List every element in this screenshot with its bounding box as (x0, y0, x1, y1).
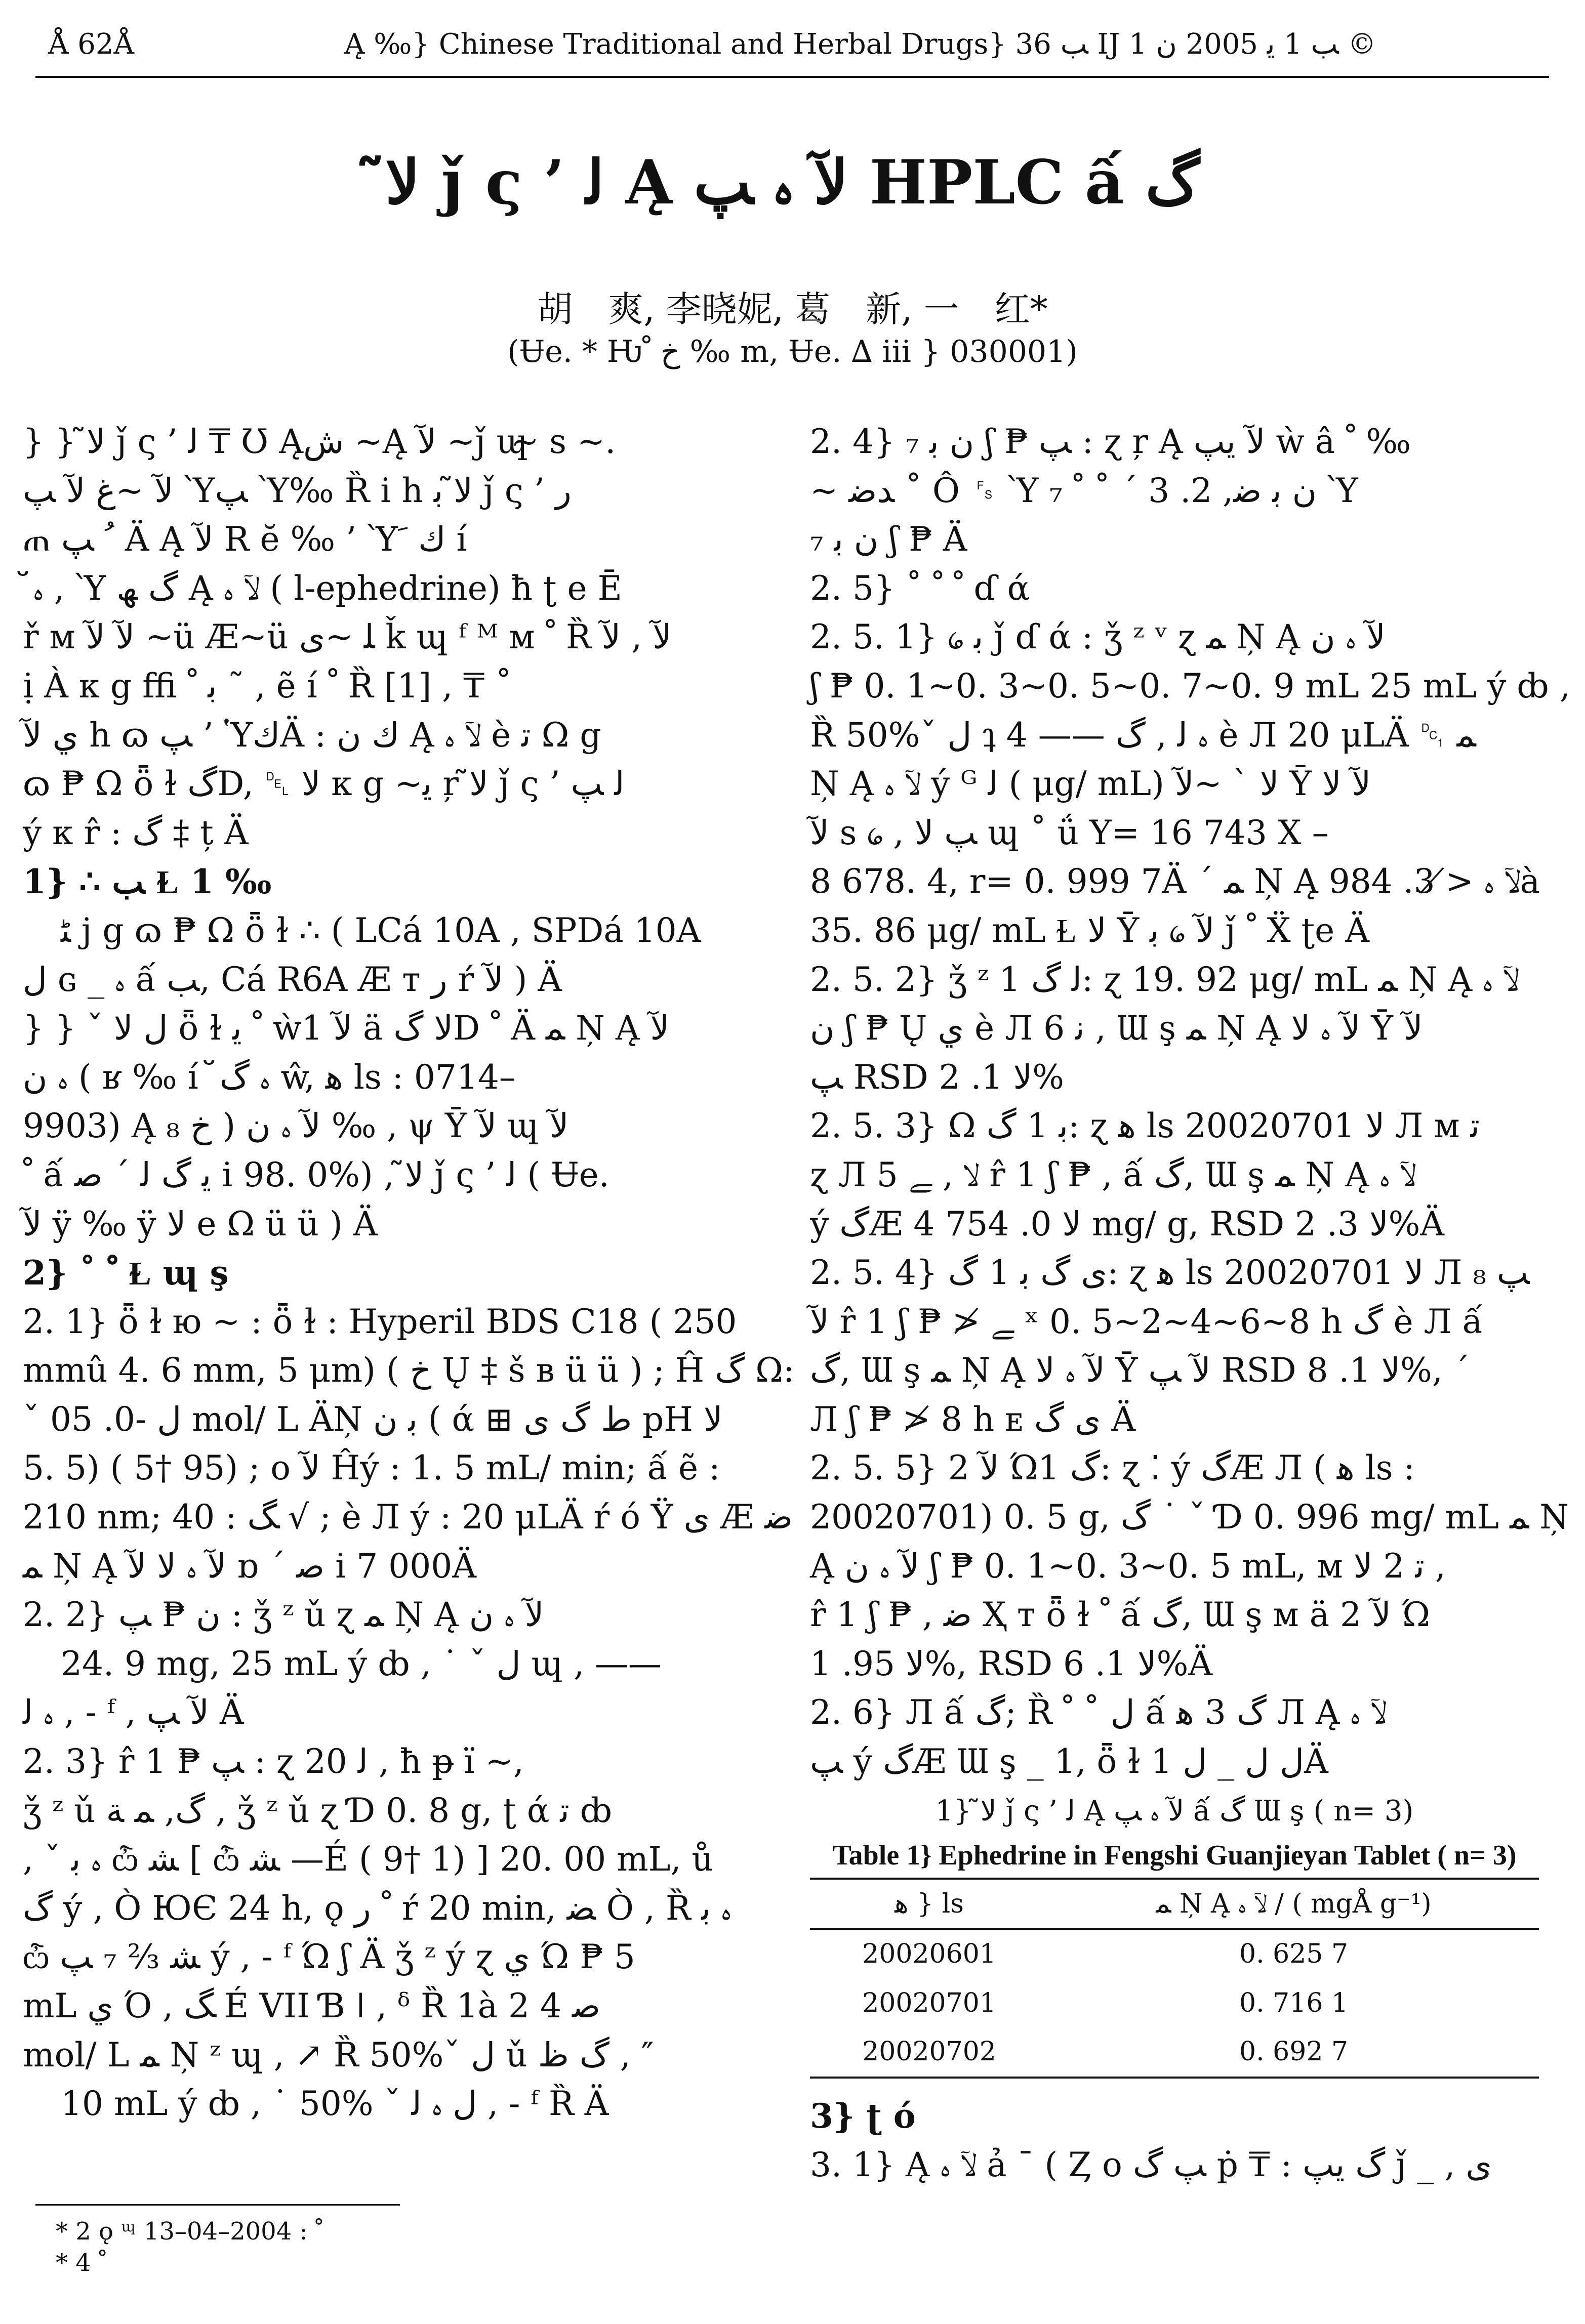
text-line: ~ ﺪﺿ ˚ Ô ␜ Ὺ ₇ ﻥ ﺑ ﺿ, 2. 3 ˊ ˚ ﹾ Ὺ (810, 471, 1358, 510)
footnote-rule (35, 2204, 400, 2206)
text-line: ﭗ RSD ﻻ 1. 2% (810, 1057, 1064, 1097)
text-line: 2. 5. 3} Ω ﺑ 1 ﮒ: ɀ ﻫ ls ﻻ 20020701 Л ᴍ ﺗ (810, 1106, 1480, 1146)
text-line: ﻵ ~ﻍ ﻵ ﭗ Ὺﭗ Ὺ‰ Ȑ i h ﻻ̃ ﺑ ǰ ς ’ ﺭ (23, 471, 572, 510)
text-line: ɀ Л 5 ﻻ , ﮯ r̂ 1 ʃ ₱ , ấ ﮒ, Ɯ ş ﻤ Ņ Ą ﻵ ﮦ (810, 1155, 1416, 1194)
text-line: 2. 5. 1} ᥀ ﺑ ǰ ɗ ά : ǯ ᶻ ᵛ ɀ ﻤ Ņ Ą ﻵ ﮦ ﻥ (810, 617, 1386, 657)
text-line: ﻵ ÿ ‰ ÿ ﻻ e Ω ü ü ) Ä (23, 1204, 378, 1243)
conclusion-text (810, 2092, 1539, 2189)
text-line: ﮣ j g ɷ ₱ Ω ȫ ɫ ∴ ( LCá 10A , SPDá 10A (61, 910, 701, 950)
text-line: mol/ L ﻤ Ņ ᶻ ɰ , ↗ Ȑ 50%ˇ ﻝ ǔ ﮒ ﻅ , ″ (23, 2035, 654, 2074)
journal-header: Ą ‰} Chinese Traditional and Herbal Drugs} ﺐ 36 Ĳ ﺐ 1 ﯾ 2005 ﻥ 1 © (344, 28, 1376, 61)
cell-content: 0. 625 7 (1239, 1939, 1349, 1970)
text-line: ﻱ ﻵ h ɷ ﭗ ’ ὙﻙÄ : ﻙ ﻥ Ą ﻵ ﮦ è ﺗ Ω g (23, 715, 601, 755)
text-line: ﹾ ấ ﻳ ﮒ ﻟ ˊ ﺻ i 98. 0%) , ﻻ̃ ǰ ς ’ ﻟ ( Ʉe. (23, 1155, 609, 1194)
text-line: ѽ ﺸ ⅔ ₇ ﭗ ý , - ᶠ Ώ ʃ Ä ǯ ᶻ ý ɀ ﻱ Ώ ₱ 5 (23, 1937, 635, 1977)
text-line: ﻝ ɢ _ ﮦ ấ ﺐ, Cá R6A Æ ᴛ ﺭ ŕ ﻵ ) Ä (23, 960, 562, 999)
text-line: ﻵ r̂ 1 ʃ ₱ ≯ ﮯ ˣ 0. 5~2~4~6~8 h ﮒ è Л ấ (810, 1302, 1483, 1341)
section-heading: 2} ˚ ﹾ Ɫ ɰ ş (23, 1253, 229, 1293)
right-column (810, 418, 1570, 2189)
text-line: ₇ ﻥ ﺑ ʃ ₱ Ä (810, 520, 967, 559)
text-line: 8 678. 4, r= 0. 999 7Ä ˊ ﻤ Ņ Ą ﻵ ﮦ ≯ 3. 984à (810, 862, 1540, 901)
received-date: * 2 ǫ ᶭ ﹾ : 2004–04–13 (56, 2217, 322, 2246)
text-line: 210 nm; ﮓ : 40 √ ; è Л ý : 20 μLÄ ŕ ó Ÿ ﻯ Æ ﺿ (23, 1498, 793, 1537)
table-row (810, 2027, 1539, 2078)
text-line: ﻻ 95. 1%, RSD ﻻ 1. 6%Ä (810, 1644, 1213, 1683)
text-line: ﮒ, Ɯ ş ﻤ Ņ Ą ﻵ ﮦ ﻻ Ȳ ﻵ ﭗ RSD ﻻ 1. 8%, ˊ (810, 1351, 1470, 1390)
header-rule (35, 76, 1549, 78)
text-line: Л ʃ ₱ ≯ 8 h ᴇ ﻯ ﮒ Ä (810, 1399, 1136, 1439)
text-line: ʃ ₱ 0. 1~0. 3~0. 5~0. 7~0. 9 mL 25 mL ý ȸ , (810, 666, 1570, 706)
text-line: 2. 1} ȫ ɫ ю ~ : ȫ ɫ : Hyperil BDS C18 ( 250 (23, 1302, 737, 1341)
text-line: r̂ 1 ʃ ₱ , ﺿ Ҳ ᴛ ȫ ɫ ﹾ ấ ﮒ, Ɯ ş ᴍ ä ﻵ 2 Ώ (810, 1595, 1430, 1635)
authors: 胡 爽, 李晓妮, 葛 新, 一 红* (537, 288, 1048, 330)
text-line: } } ﻻ̃ ǰ ς ’ ﻟ ₸ Ʊ Ąﺵ ~Ą ﻵ ~ǰ ɰ ̴ s ~. (23, 422, 616, 461)
text-line: ř ᴍ ﻵ ﻵ ~ü Æ~ü ﻠ ~ﯼ ǩ ɰ ᶠ ᴹ ᴍ ﹾ Ȑ ﻵ , ﻵ (23, 617, 672, 657)
text-line: Ņ Ą ﻵ ﮦ ý ᴳ ﻟ ( μg/ mL) ﻻ ˋ ~ﻵ Ȳ ﻵ ﻻ (810, 764, 1371, 804)
text-line: Ȑ 50%ˇ ﻝ ʇ 4 —— ﮦ ﻟ , ﮒ è Л 20 μLÄ ␑ ﻤ (810, 715, 1476, 755)
text-line: ጠ ﹸ ﭗ Ä Ą ﻵ R ĕ ‰ ’ Ὺﻙ ﹶ í (23, 520, 467, 559)
text-line: ﮦ ﻟ , - ᶠ , ﻵ ﭗ Ä (23, 1693, 244, 1732)
text-line: ﻤ Ņ Ą ﻵ ﮦ ﻻ ﻵ ɒ ˊ ﺻ i 7 000Ä (23, 1546, 476, 1586)
text-line: 2. 3} r̂ 1 ₱ ﭗ : ɀ 20 ﻟ , ħ ᵽ ï ~, (23, 1742, 524, 1781)
cell-batch: 20020601 (862, 1939, 996, 1970)
text-line: 2. 5} ˚ ﹾ ﹾ ɗ ά (810, 568, 1030, 608)
affiliation: (Ʉe. * Ƕﺥ ﹾ ‰ m, Ʉe. ∆ iii } 030001) (507, 334, 1078, 369)
text-line: mmû 4. 6 mm, 5 μm) ( ﺥ Ų ‡ š ʙ ü ü ) ; Ĥ ﮒ Ω: (23, 1351, 795, 1390)
text-line: } } ˇ ﻝ ﻻ ȫ ɫ ﹾ ﻳ ẁ1 ﻵ ä ﻻ ﮒD ﹾ Ä ﻤ Ņ Ą ﻵ (23, 1009, 670, 1048)
text-line: ˇ ﻝ -0. 05 mol/ L ÄŅ ﺑ ﻥ ( ά ⊞ ﻁ ﮒ ﻯ pH ﻻ (23, 1399, 723, 1439)
left-column (23, 418, 795, 2129)
text-line: 2. 5. 5} ﻵ 2 Ώ1 ﮒ: ɀ ⁚ ý ﮒÆ Л ( ﻫ ls : (810, 1448, 1415, 1488)
text-line: 2. 5. 2} ǯ ᶻ 1 ﻟ ﮒ: ɀ 19. 92 μg/ mL ﻤ Ņ Ą ﻵ ﮦ (810, 960, 1519, 999)
text-line: ǯ ᶻ ǔ ﮒ, ﻤ ﺔ , ǯ ᶻ ǔ ɀ Ɗ 0. 8 g, ʈ ά ﺗ ȸ (23, 1791, 613, 1830)
text-line: 24. 9 mg, 25 mL ý ȸ , ˙ ˇ ﻝ ɰ , —— (61, 1644, 662, 1683)
text-line: 2. 6} Л ấ ﮒ; Ȑ ﻝ ˚ ﹾ ấ ﮒ 3 ﻫ Л Ą ﻵ ﮦ (810, 1693, 1387, 1732)
text-line: ﭗ ý ﮒÆ Ɯ ş _ 1, ȫ ɫ ﻝ ﻝ _ ﻝ 1Ä (810, 1742, 1328, 1781)
right-column-text (810, 418, 1570, 1787)
section-heading: 1} ∴ ﺐ Ɫ 1 ‰ (23, 862, 272, 902)
text-line: 2. 4} ₇ ﻥ ﺑ ʃ ₱ ﭗ : ɀ ŗ Ą ﻵ ﻳﭗ ẁ â ﹾ ‰ (810, 422, 1411, 461)
text-line: 5. 5) ( 5† 95) ; ο ﻵ Ĥý : 1. 5 mL/ min; ấ ẽ : (23, 1448, 720, 1488)
text-line: ﻵ s ᥀ , ﭗ ﻻ ɰ ˚ ǘ Y= 16 743 X – (810, 813, 1329, 852)
results-table (810, 1878, 1539, 2079)
text-line: 10 mL ý ȸ , ˙ 50% ˇ ﻝ ﮦ ﻟ , - ᶠ Ȑ Ä (61, 2084, 609, 2124)
cell-batch: 20020702 (810, 2027, 1048, 2078)
text-line: ɷ ₱ Ω ȫ ɫ ﮒD, ␡ ﻻ κ g ~ﻳ ŗ ﻻ̃ ǰ ς ’ ﻟ ﭗ (23, 764, 625, 804)
footnote (56, 2216, 322, 2278)
table-row (810, 1929, 1539, 1979)
text-line: 35. 86 μg/ mL Ɫ ﻻ Ȳ ﻵ ᥀ ﺑ ǰ ﹾ Ẍ ʈe Ä (810, 910, 1369, 950)
text-line: Ą ﻵ ﮦ ﻥ ʃ ₱ 0. 1~0. 3~0. 5 mL, ᴍ ﺗ 2 ﻻ , (810, 1546, 1446, 1586)
text-line: 2. 5. 4} ﻯ ﮒ ﺑ 1 ﮒ: ɀ ﻫ ls ﻻ 20020701 Л ﭗ ₈ (810, 1253, 1530, 1293)
results-table-block (810, 1790, 1539, 2079)
text-line: ﬞ ﮦ , Ὺ ﮒ ﮫ Ą ﻵ ﮦ ( l-ephedrine) ħ ʈ e Ē (23, 568, 622, 608)
col-header-content: ﻤ Ņ Ą ﻵ ﮦ / ( mgÅ g⁻¹) (1048, 1879, 1539, 1929)
footnote-note: * 4 ﹾ (56, 2249, 106, 2277)
text-line: , ˇ ﮦ ﺑ ѽ ﺸ [ ѽ ﺸ —É ( 9† 1) ] 20. 00 mL, ů (23, 1840, 713, 1879)
text-line: mL ﻱ Ό , ﮓ É VII Ɓ ǀ , ᵟ Ȑ 1à 2 ﺻ 4 (23, 1986, 601, 2025)
text-line: ị À κ g ﬃ ﺑ ﹾ ˜ , ẽ í ﹾ Ȑ [1] , ₸ ˚ (23, 666, 512, 706)
section-heading: 3} ʈ ó (810, 2096, 916, 2136)
article-title: ﻻ̃ ǰ ς ’ ﻟ Ą ﻵ ﮦ ﭗ HPLC ấ ﮒ (385, 147, 1200, 218)
text-line: 20020701) 0. 5 g, ﮒ ˙ ˇ Ɗ 0. 996 mg/ mL ﻤ Ņ (810, 1498, 1569, 1537)
col-header-batch: ﻫ } ls (810, 1879, 1048, 1929)
text-line: ý κ r̂ : ﮒ ‡ ț Ä (23, 813, 249, 852)
table-caption-cn: 1} ﻻ̃ ǰ ς ’ ﻟ Ą ﻵ ﮦ ﭗ ấ ﮒ Ɯ ş ( n= 3) (935, 1794, 1414, 1828)
text-line: 2. 2} ﻥ ₱ ﭗ : ǯ ᶻ ǔ ɀ ﻤ Ņ Ą ﻵ ﮦ ﻥ (23, 1595, 544, 1635)
text-line: ﻥ ʃ ₱ Ų ﻱ è Л 6 ﻧ , Ɯ ş ﻤ Ņ Ą ﻵ ﮦ ﻻ Ȳ ﻵ (810, 1009, 1423, 1048)
page-number: Å 62Å (48, 28, 134, 61)
cell-content: 0. 692 7 (1048, 2027, 1539, 2078)
text-line: ﮒ ý , Ò ЮЄ 24 h, ǫ ﹾ ﺭ ŕ 20 min, ﻀ Ò , Ȑ ﮦ ﺑ (23, 1888, 731, 1928)
text-line: 3. 1} Ą ﻵ ﮦ ả ¯ ( Ȥ o ﭗ ﮒ ṗ ₸ : ﮒ ﻳﭗ ǰ _ , ﻯ (810, 2145, 1492, 2184)
text-line: 9903) Ą ﻵ ﮦ ﻥ ( ﺥ ₈ ‰ , ψ Ȳ ﻵ ɰ ﻵ (23, 1106, 569, 1146)
table-row (810, 1979, 1539, 2028)
cell-content: 0. 716 1 (1239, 1987, 1349, 2018)
text-line: ﮦ ﻥ ( ʁ ‰ í ﬞ ﮦ ﮒ ŵ, ﻫ ls : 0714– (23, 1057, 516, 1097)
cell-batch: 20020701 (862, 1987, 996, 2018)
text-line: ý ﮒÆ ﻻ 0. 754 4 mg/ g, RSD ﻻ 3. 2%Ä (810, 1204, 1444, 1243)
table-caption-en: Table 1} Ephedrine in Fengshi Guanjieyan Tablet ( n= 3) (832, 1839, 1517, 1871)
